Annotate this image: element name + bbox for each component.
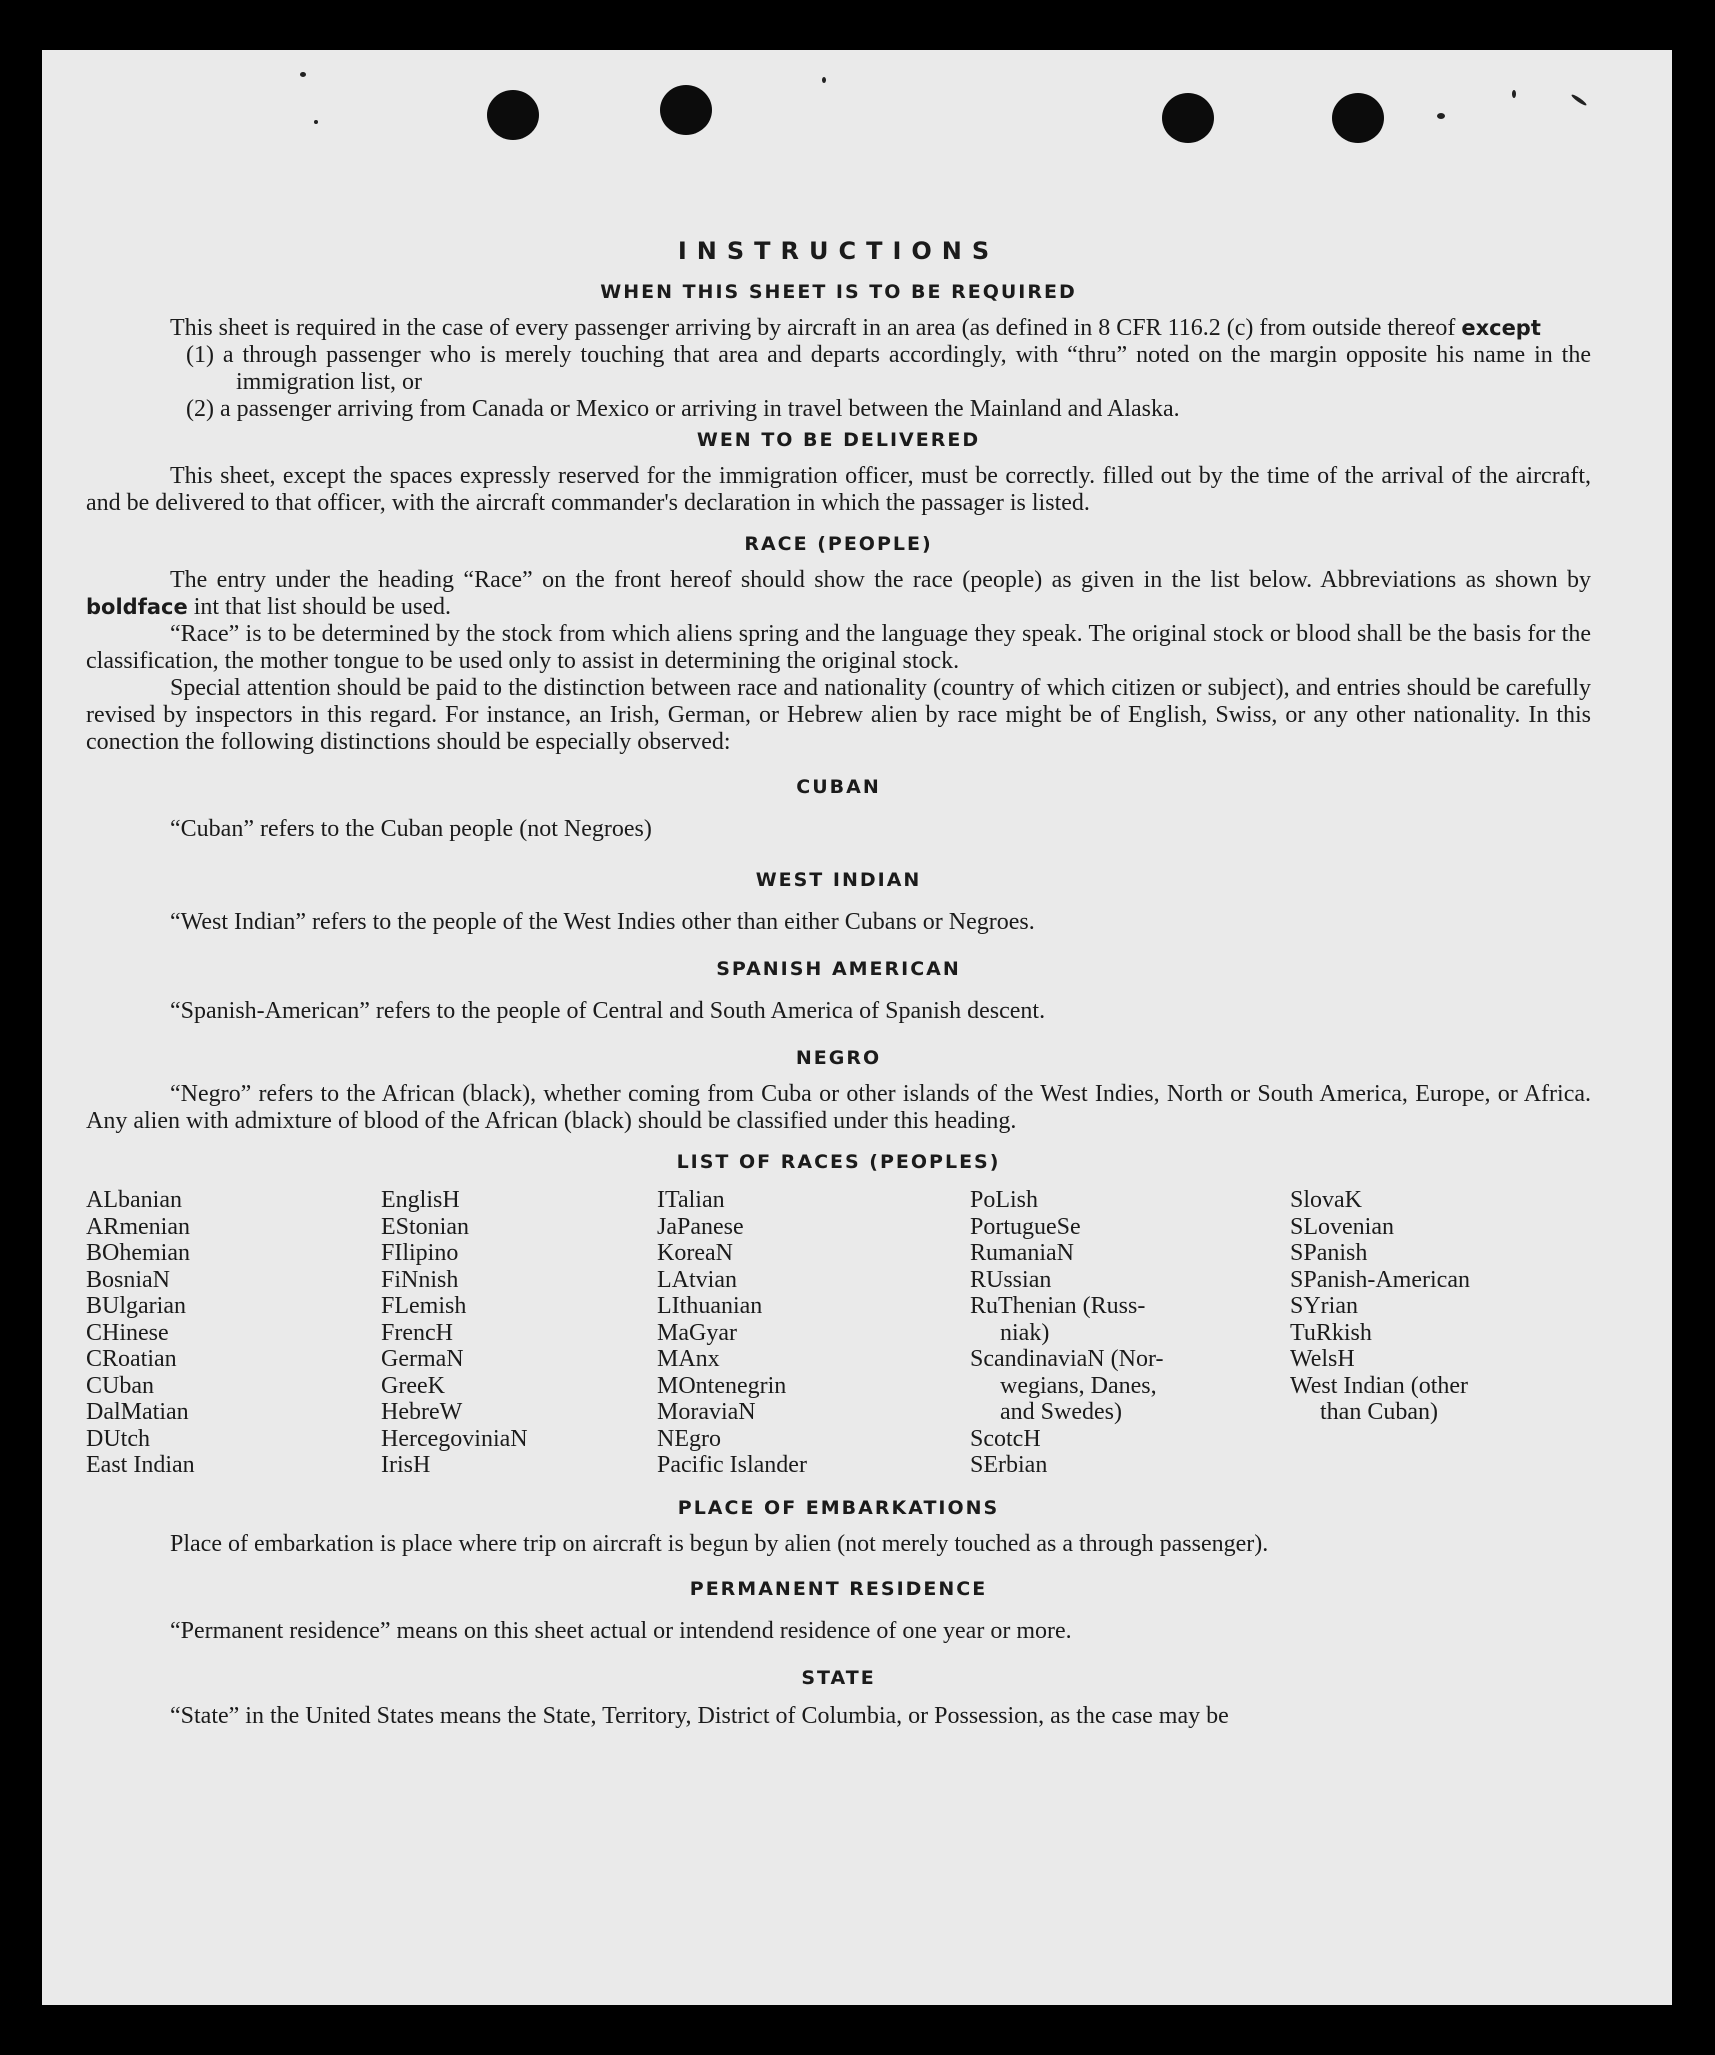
race-item: Pacific Islander — [657, 1452, 807, 1478]
race-column-1 — [86, 1187, 381, 1479]
except-keyword: except — [1461, 316, 1541, 340]
punch-hole — [660, 85, 712, 135]
race-item: SPanish-American — [1290, 1266, 1470, 1293]
race-item: SLovenian — [1290, 1213, 1394, 1240]
race-item: BUlgarian — [86, 1293, 186, 1319]
instructions-content — [86, 185, 1591, 1730]
cuban-text: “Cuban” refers to the Cuban people (not Negroes) — [170, 816, 652, 842]
heading-place-of-embarkation: PLACE OF EMBARKATIONS — [677, 1496, 1000, 1519]
residence-text: “Permanent residence” means on this sheet actual or intendend residence of one year or more. — [170, 1617, 1072, 1644]
race-item: MAnx — [657, 1346, 720, 1372]
heading-list-of-races: LIST OF RACES (PEOPLES) — [676, 1151, 1001, 1173]
race-item: KoreaN — [657, 1240, 733, 1266]
race-item-continuation: than Cuban) — [1320, 1399, 1438, 1425]
race-item-continuation: niak) — [1000, 1319, 1050, 1346]
race-item: PortugueSe — [970, 1213, 1081, 1240]
spanish-american-text: “Spanish-American” refers to the people of Central and South America of Spanish descent. — [170, 998, 1046, 1024]
race-item: GermaN — [381, 1346, 464, 1372]
race-item: BosniaN — [86, 1266, 170, 1293]
heading-west-indian: WEST INDIAN — [755, 869, 922, 891]
race-item: RUssian — [970, 1266, 1052, 1293]
race-item: FLemish — [381, 1293, 467, 1319]
race-item: SPanish — [1290, 1240, 1368, 1266]
race-item: MoraviaN — [657, 1399, 756, 1425]
race-item: JaPanese — [657, 1213, 744, 1240]
race-item: FrencH — [381, 1319, 453, 1346]
ink-speck — [822, 77, 826, 83]
race-item: LAtvian — [657, 1266, 737, 1293]
heading-when-required: WHEN THIS SHEET IS TO BE REQUIRED — [600, 281, 1077, 303]
state-text: “State” in the United States means the State, Territory, District of Columbia, or Possession, as the case may be — [170, 1702, 1229, 1729]
race-item: SErbian — [970, 1452, 1048, 1478]
heading-when-delivered: WEN TO BE DELIVERED — [696, 429, 981, 451]
heading-spanish-american: SPANISH AMERICAN — [716, 958, 961, 980]
race-item: HercegoviniaN — [381, 1425, 528, 1452]
race-item: ScandinaviaN (Nor- — [970, 1346, 1164, 1372]
race-item: NEgro — [657, 1425, 721, 1452]
race-list — [86, 1187, 1591, 1479]
race-item: SlovaK — [1290, 1187, 1362, 1213]
required-item-2: (2) a passenger arriving from Canada or Mexico or arriving in travel between the Mainland and Alaska. — [186, 396, 1180, 422]
race-item-continuation: wegians, Danes, — [1000, 1372, 1157, 1399]
race-item: ALbanian — [86, 1187, 182, 1213]
race-item: EnglisH — [381, 1187, 460, 1213]
heading-permanent-residence: PERMANENT RESIDENCE — [689, 1577, 988, 1600]
ink-speck — [1570, 93, 1587, 107]
west-indian-text: “West Indian” refers to the people of the West Indies other than either Cubans or Negroes. — [170, 909, 1035, 935]
race-item: DUtch — [86, 1425, 150, 1452]
embarkation-text: Place of embarkation is place where trip on aircraft is begun by alien (not merely touched as a through passenger). — [170, 1530, 1269, 1557]
race-item: SYrian — [1290, 1293, 1358, 1319]
race-column-4 — [970, 1187, 1290, 1479]
boldface-keyword: boldface — [86, 595, 188, 619]
race-item: LIthuanian — [657, 1293, 763, 1319]
ink-speck — [1437, 113, 1445, 119]
race-item: FiNnish — [381, 1266, 459, 1293]
race-paragraph-3: Special attention should be paid to the distinction between race and nationality (country of which citizen or subject), and entries should be carefully revised by inspectors in this regard. For instance, an Irish, German, or Hebrew alien by race might be of English, Swiss, or any other nationality. In this conection the following distinctions should be especially observed: — [86, 675, 1591, 755]
race-item: RuThenian (Russ- — [970, 1293, 1146, 1319]
race-item: BOhemian — [86, 1240, 190, 1266]
punch-hole — [1332, 93, 1384, 143]
race-item: ScotcH — [970, 1425, 1041, 1452]
race-item-continuation: and Swedes) — [1000, 1399, 1122, 1425]
ink-speck — [1512, 90, 1516, 98]
heading-cuban: CUBAN — [796, 776, 881, 798]
page-title: INSTRUCTIONS — [677, 237, 1000, 265]
heading-negro: NEGRO — [795, 1047, 882, 1069]
required-item-1: (1) a through passenger who is merely touching that area and departs accordingly, with “thru” noted on the margin opposite his name in the immigration list, or — [186, 342, 1591, 395]
race-item: West Indian (other — [1290, 1372, 1469, 1399]
race-item: IrisH — [381, 1452, 431, 1478]
race-item: CHinese — [86, 1319, 169, 1346]
race-item: ITalian — [657, 1187, 725, 1213]
race-item: MOntenegrin — [657, 1372, 787, 1399]
delivered-text: This sheet, except the spaces expressly reserved for the immigration officer, must be correctly. filled out by the time of the arrival of the aircraft, and be delivered to that officer, with the aircraft commander's declaration in which the passager is listed. — [86, 463, 1591, 516]
race-item: ARmenian — [86, 1213, 190, 1240]
race-item: CRoatian — [86, 1346, 177, 1372]
race-item: HebreW — [381, 1399, 463, 1425]
race-item: FIlipino — [381, 1240, 459, 1266]
race-paragraph-1: The entry under the heading “Race” on the front hereof should show the race (people) as given in the list below. Abbreviations as shown by boldface int that list should be used. — [86, 567, 1591, 620]
race-item: EStonian — [381, 1213, 469, 1240]
document-page — [42, 50, 1672, 2005]
heading-race: RACE (PEOPLE) — [744, 533, 933, 555]
race-item: CUban — [86, 1372, 154, 1399]
ink-speck — [314, 120, 318, 124]
race-item: East Indian — [86, 1452, 195, 1478]
punch-hole — [1162, 93, 1214, 143]
race-paragraph-2: “Race” is to be determined by the stock from which aliens spring and the language they speak. The original stock or blood shall be the basis for the classification, the mother tongue to be used only to assist in determining the original stock. — [86, 621, 1591, 674]
negro-text: “Negro” refers to the African (black), whether coming from Cuba or other islands of the West Indies, North or South America, Europe, or Africa. Any alien with admixture of blood of the African (black) should be classified under this heading. — [86, 1081, 1591, 1134]
race-column-5 — [1290, 1187, 1580, 1479]
race-column-3 — [657, 1187, 970, 1479]
race-item: TuRkish — [1290, 1319, 1372, 1346]
race-column-2 — [381, 1187, 657, 1479]
required-intro: This sheet is required in the case of every passenger arriving by aircraft in an area (as defined in 8 CFR 116.2 (c) from outside thereof except — [170, 315, 1541, 341]
race-item: RumaniaN — [970, 1240, 1074, 1266]
race-item: WelsH — [1290, 1346, 1355, 1372]
race-item: DalMatian — [86, 1399, 189, 1425]
punch-hole — [487, 90, 539, 140]
race-item: MaGyar — [657, 1319, 737, 1346]
ink-speck — [300, 72, 306, 77]
race-item: PoLish — [970, 1187, 1039, 1213]
race-item: GreeK — [381, 1372, 445, 1399]
heading-state: STATE — [801, 1666, 876, 1689]
